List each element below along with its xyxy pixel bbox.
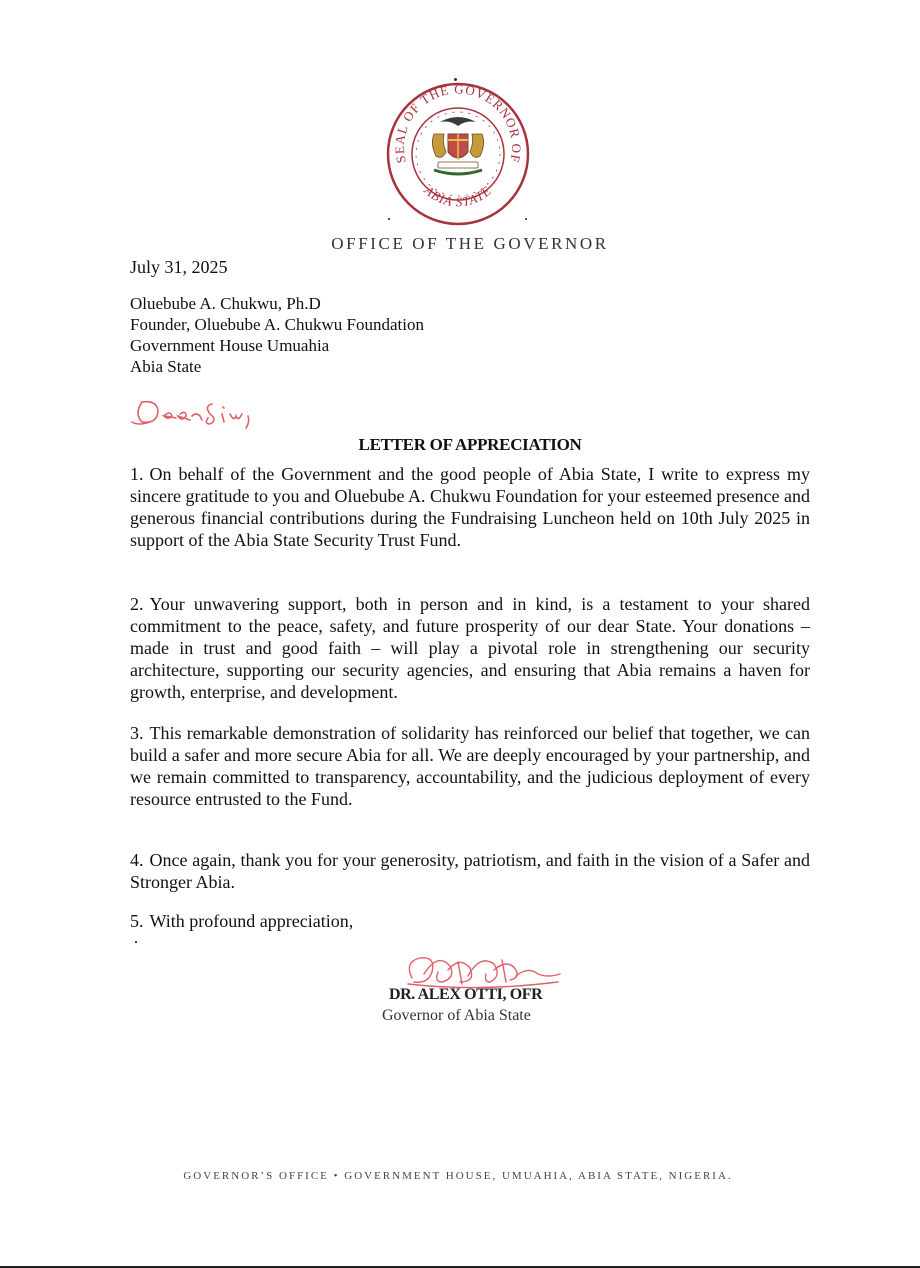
svg-text:ABIA STATE: ABIA STATE bbox=[421, 182, 495, 210]
signer-name: DR. ALEX OTTI, OFR bbox=[389, 986, 543, 1003]
recipient-line: Government House Umuahia bbox=[130, 336, 330, 355]
office-title: OFFICE OF THE GOVERNOR bbox=[331, 234, 609, 253]
recipient-line: Founder, Oluebube A. Chukwu Foundation bbox=[130, 315, 424, 334]
scan-speck bbox=[525, 218, 527, 220]
paragraph-text: This remarkable demonstration of solidarity has reinforced our belief that together, we can build a safer and more secure Abia for all. We are deeply encouraged by your partnership, and we remain committed to transparency, accountability, and the judicious deployment of every resource entrusted to the Fund. bbox=[130, 723, 810, 809]
paragraph-number: 4. bbox=[130, 850, 144, 870]
letter-date: July 31, 2025 bbox=[130, 257, 228, 277]
recipient-line: Oluebube A. Chukwu, Ph.D bbox=[130, 294, 321, 313]
paragraph-text: Once again, thank you for your generosity, patriotism, and faith in the vision of a Safer and Stronger Abia. bbox=[130, 850, 810, 892]
body-paragraph bbox=[130, 722, 810, 810]
seal-mark-dot bbox=[454, 78, 457, 81]
paragraph-number: 2. bbox=[130, 594, 144, 614]
svg-text:SEAL OF THE GOVERNOR OF: SEAL OF THE GOVERNOR OF bbox=[391, 82, 525, 165]
seal-emblem-icon bbox=[386, 82, 530, 226]
body-paragraph bbox=[130, 463, 810, 551]
body-paragraph bbox=[130, 593, 810, 703]
recipient-address bbox=[130, 293, 424, 377]
paragraph-text: Your unwavering support, both in person and in kind, is a testament to your shared commitment to the peace, safety, and future prosperity of our dear State. Your donations – made in trust and good faith – will play a pivotal role in strengthening our security architecture, supporting our security agencies, and ensuring that Abia remains a haven for growth, enterprise, and development. bbox=[130, 594, 810, 702]
paragraph-text: On behalf of the Government and the good people of Abia State, I write to express my sincere gratitude to you and Oluebube A. Chukwu Foundation for your esteemed presence and generous financial contributions during the Fundraising Luncheon held on 10th July 2025 in support of the Abia State Security Trust Fund. bbox=[130, 464, 810, 550]
scan-speck bbox=[388, 218, 390, 220]
paragraph-number: 5. bbox=[130, 911, 144, 931]
paragraph-number: 3. bbox=[130, 723, 144, 743]
recipient-line: Abia State bbox=[130, 357, 202, 376]
handwritten-salutation bbox=[128, 392, 288, 432]
scan-speck bbox=[135, 941, 137, 943]
paragraph-text: With profound appreciation, bbox=[149, 911, 354, 931]
handwriting-dear-sir-icon bbox=[128, 392, 288, 432]
governor-seal bbox=[386, 82, 530, 226]
letter-title: LETTER OF APPRECIATION bbox=[358, 435, 582, 454]
closing-paragraph bbox=[130, 910, 810, 932]
paragraph-number: 1. bbox=[130, 464, 144, 484]
letterhead-footer: GOVERNOR’S OFFICE • GOVERNMENT HOUSE, UMUAHIA, ABIA STATE, NIGERIA. bbox=[183, 1170, 733, 1182]
body-paragraph bbox=[130, 849, 810, 893]
signer-title: Governor of Abia State bbox=[382, 1007, 531, 1024]
